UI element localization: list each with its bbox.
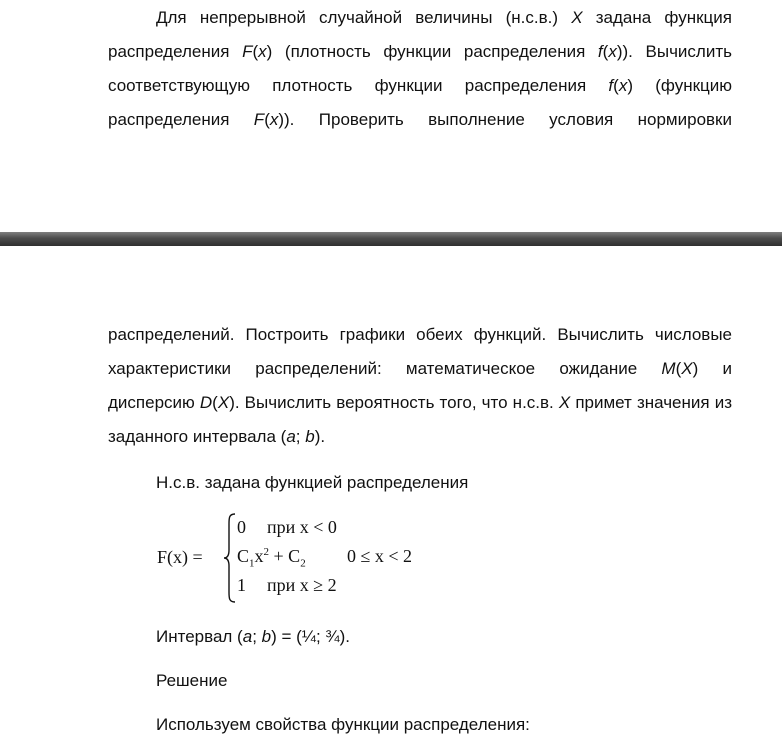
page-break-separator bbox=[0, 232, 782, 246]
paragraph-line: Для непрерывной случайной величины (н.с.в.) X задана функция bbox=[156, 8, 732, 27]
formula-row: 1 при x ≥ 2 bbox=[237, 575, 337, 595]
formula-row: 0 при x < 0 bbox=[237, 517, 337, 537]
paragraph-line: дисперсию D(X). Вычислить вероятность того, что н.с.в. X примет значения из bbox=[108, 393, 732, 412]
interval-text: Интервал (a; b) = (¼; ¾). bbox=[156, 627, 350, 646]
paragraph-line: соответствующую плотность функции распределения f(x) (функцию bbox=[108, 76, 733, 95]
paragraph-line: характеристики распределений: математическое ожидание M(X) и bbox=[108, 359, 732, 378]
left-brace-icon bbox=[223, 512, 237, 604]
distribution-formula bbox=[157, 512, 417, 607]
paragraph-line: распределения F(x) (плотность функции распределения f(x)). Вычислить bbox=[108, 42, 732, 61]
solution-heading: Решение bbox=[156, 671, 228, 690]
paragraph-line: заданного интервала (a; b). bbox=[108, 427, 326, 446]
intro-text: Н.с.в. задана функцией распределения bbox=[156, 473, 469, 492]
properties-text: Используем свойства функции распределения: bbox=[156, 715, 530, 734]
paragraph-line: распределений. Построить графики обеих функций. Вычислить числовые bbox=[108, 325, 732, 344]
formula-row: $C_1x^2 + C_2$ 0 ≤ x < 2 bbox=[237, 546, 413, 570]
paragraph-line: распределения F(x)). Проверить выполнение условия нормировки bbox=[108, 110, 732, 129]
formula-lhs: F(x) = bbox=[157, 547, 203, 567]
